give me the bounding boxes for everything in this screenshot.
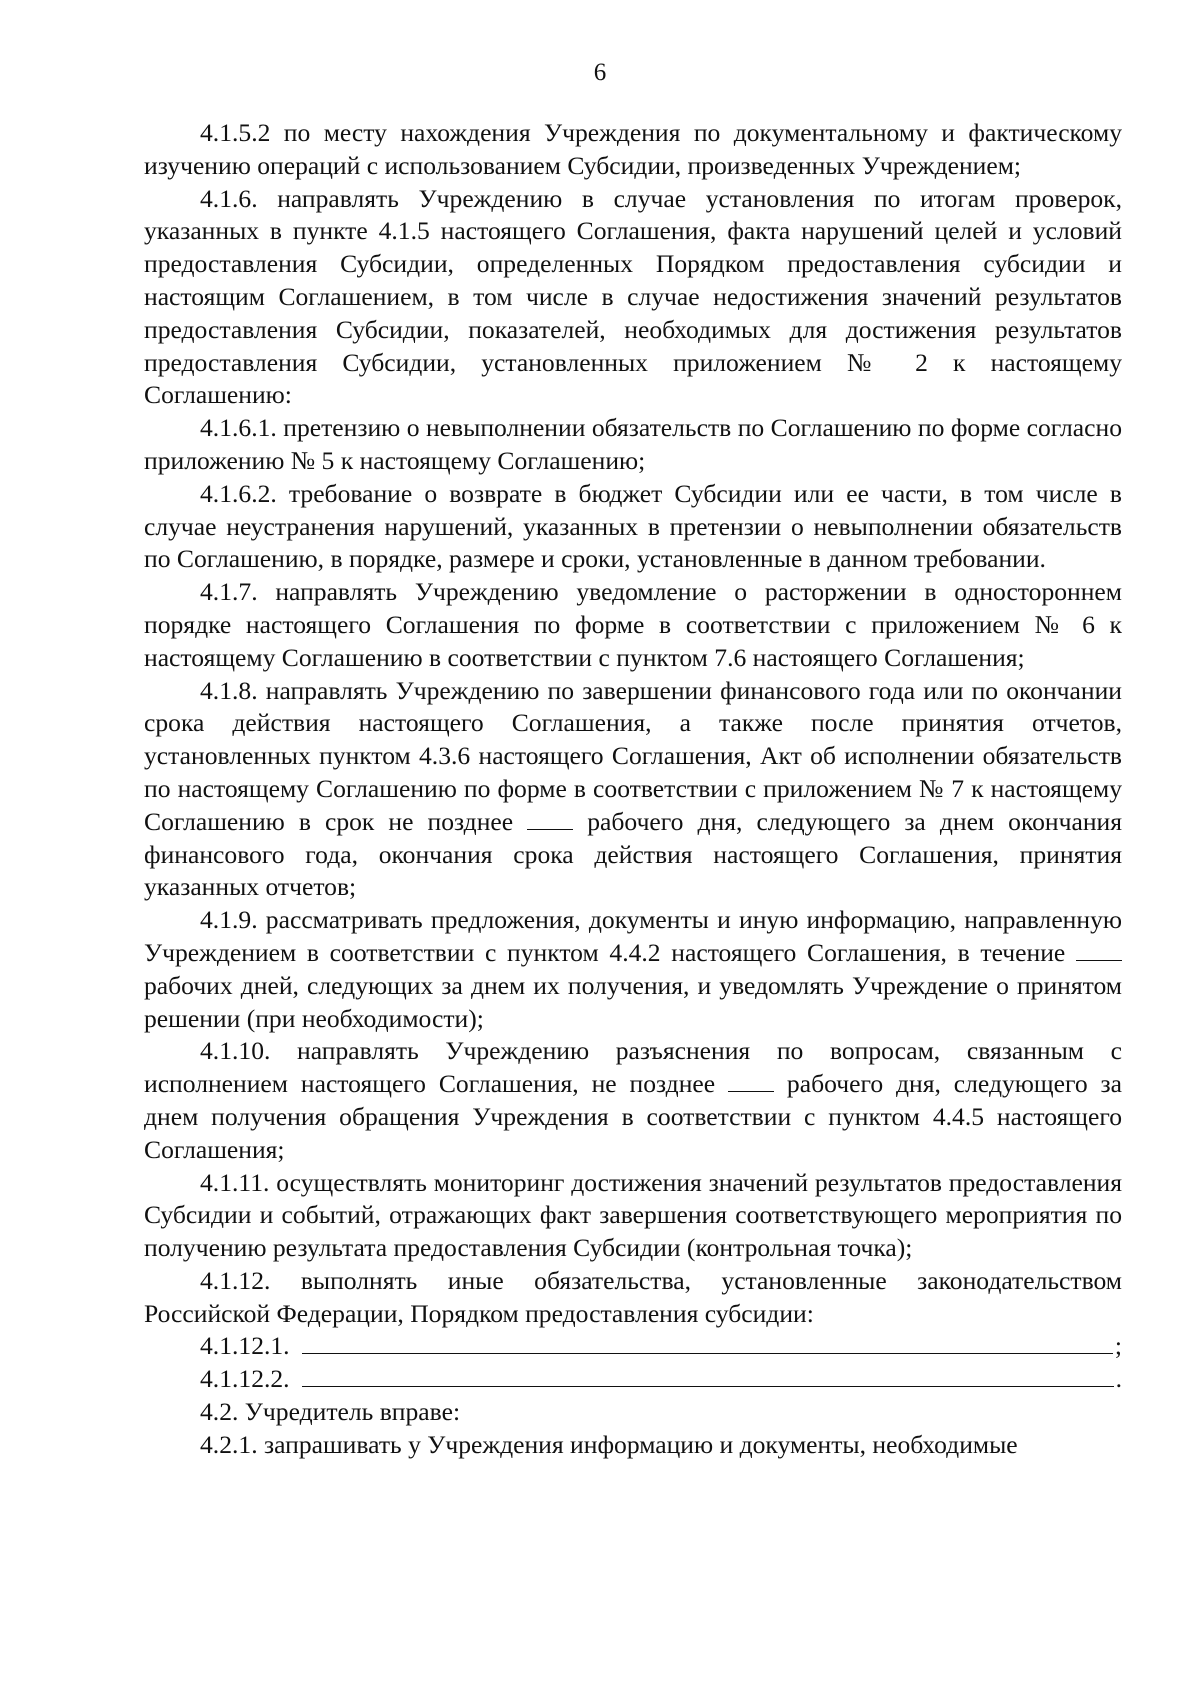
blank-entry-line[interactable] [302, 1364, 1114, 1387]
item-terminator: . [1115, 1364, 1122, 1394]
item-label: 4.1.12.1. [200, 1331, 290, 1361]
paragraph-4-1-8-part-2: рабочего дня, следующего за днем окончания финансового года, окончания срока действия настоящего Соглашения, принятия указанных отчетов; [144, 806, 1123, 902]
paragraph-4-1-7: 4.1.7. направлять Учреждению уведомление о расторжении в одностороннем порядке настоящего Соглашения по форме в соответствии с приложением № 6 к настоящему Соглашению в соответствии с пунктом 7.6 настоящего Соглашения; [144, 577, 1122, 672]
paragraph-4-1-10 [144, 1035, 1122, 1166]
paragraph-4-1-12-2 [144, 1363, 1122, 1396]
paragraph-4-2-1: 4.2.1. запрашивать у Учреждения информацию и документы, необходимые [200, 1429, 1018, 1459]
paragraph-4-1-11: 4.1.11. осуществлять мониторинг достижения значений результатов предоставления Субсидии и событий, отражающих факт завершения соответствующего мероприятия по получению результата предоставления Субсидии (контрольная точка); [144, 1167, 1122, 1263]
paragraph-4-1-9-part-1: 4.1.9. рассматривать предложения, документы и иную информацию, направленную Учреждением в соответствии с пунктом 4.4.2 настоящего Соглашения, в течение [144, 905, 1122, 967]
blank-entry-line[interactable] [302, 1331, 1113, 1354]
paragraph-4-1-10-part-1: 4.1.10. направлять Учреждению разъяснения по вопросам, связанным с исполнением настоящего Соглашения, не позднее [144, 1036, 1122, 1099]
document-body [144, 117, 1122, 1462]
paragraph-4-1-6-2: 4.1.6.2. требование о возврате в бюджет Субсидии или ее части, в том числе в случае неустранения нарушений, указанных в претензии о невыполнении обязательств по Соглашению, в порядке, размере и сроки, установленные в данном требовании. [144, 478, 1122, 574]
paragraph-4-1-5-2: 4.1.5.2 по месту нахождения Учреждения по документальному и фактическому изучению операций с использованием Субсидии, произведенных Учреждением; [144, 118, 1122, 180]
paragraph-4-1-10-part-2: рабочего дня, следующего за днем получения обращения Учреждения в соответствии с пунктом 4.4.5 настоящего Соглашения; [144, 1069, 1122, 1164]
blank-days-field[interactable] [527, 809, 573, 830]
paragraph-4-1-6-1: 4.1.6.1. претензию о невыполнении обязательств по Соглашению по форме согласно приложению № 5 к настоящему Соглашению; [144, 413, 1122, 475]
item-label: 4.1.12.2. [200, 1364, 290, 1394]
blank-days-field[interactable] [1076, 940, 1122, 961]
paragraph-4-1-8 [144, 675, 1122, 905]
blank-days-field[interactable] [728, 1071, 774, 1092]
paragraph-4-1-6: 4.1.6. направлять Учреждению в случае установления по итогам проверок, указанных в пункте 4.1.5 настоящего Соглашения, факта нарушений целей и условий предоставления Субсидии, определенных Порядком предоставления субсидии и настоящим Соглашением, в том числе в случае недостижения значений результатов предоставления Субсидии, показателей, необходимых для достижения результатов предоставления Субсидии, установленных приложением № 2 к настоящему Соглашению: [144, 183, 1122, 410]
item-terminator: ; [1114, 1331, 1122, 1361]
paragraph-4-1-9 [144, 904, 1122, 1035]
paragraph-4-1-8-part-1: 4.1.8. направлять Учреждению по завершении финансового года или по окончании срока действия настоящего Соглашения, а также после принятия отчетов, установленных пунктом 4.3.6 настоящего Соглашения, Акт об исполнении обязательств по настоящему Соглашению по форме в соответствии с приложением № 7 к настоящему Соглашению в срок не позднее [144, 675, 1122, 836]
paragraph-4-1-12: 4.1.12. выполнять иные обязательства, установленные законодательством Российской Федерации, Порядком предоставления субсидии: [144, 1265, 1122, 1328]
paragraph-4-1-12-1 [144, 1330, 1122, 1363]
paragraph-4-2: 4.2. Учредитель вправе: [200, 1397, 461, 1427]
page-number: 6 [593, 59, 607, 86]
paragraph-4-1-9-part-2: рабочих дней, следующих за днем их получения, и уведомлять Учреждение о принятом решении (при необходимости); [144, 970, 1122, 1033]
